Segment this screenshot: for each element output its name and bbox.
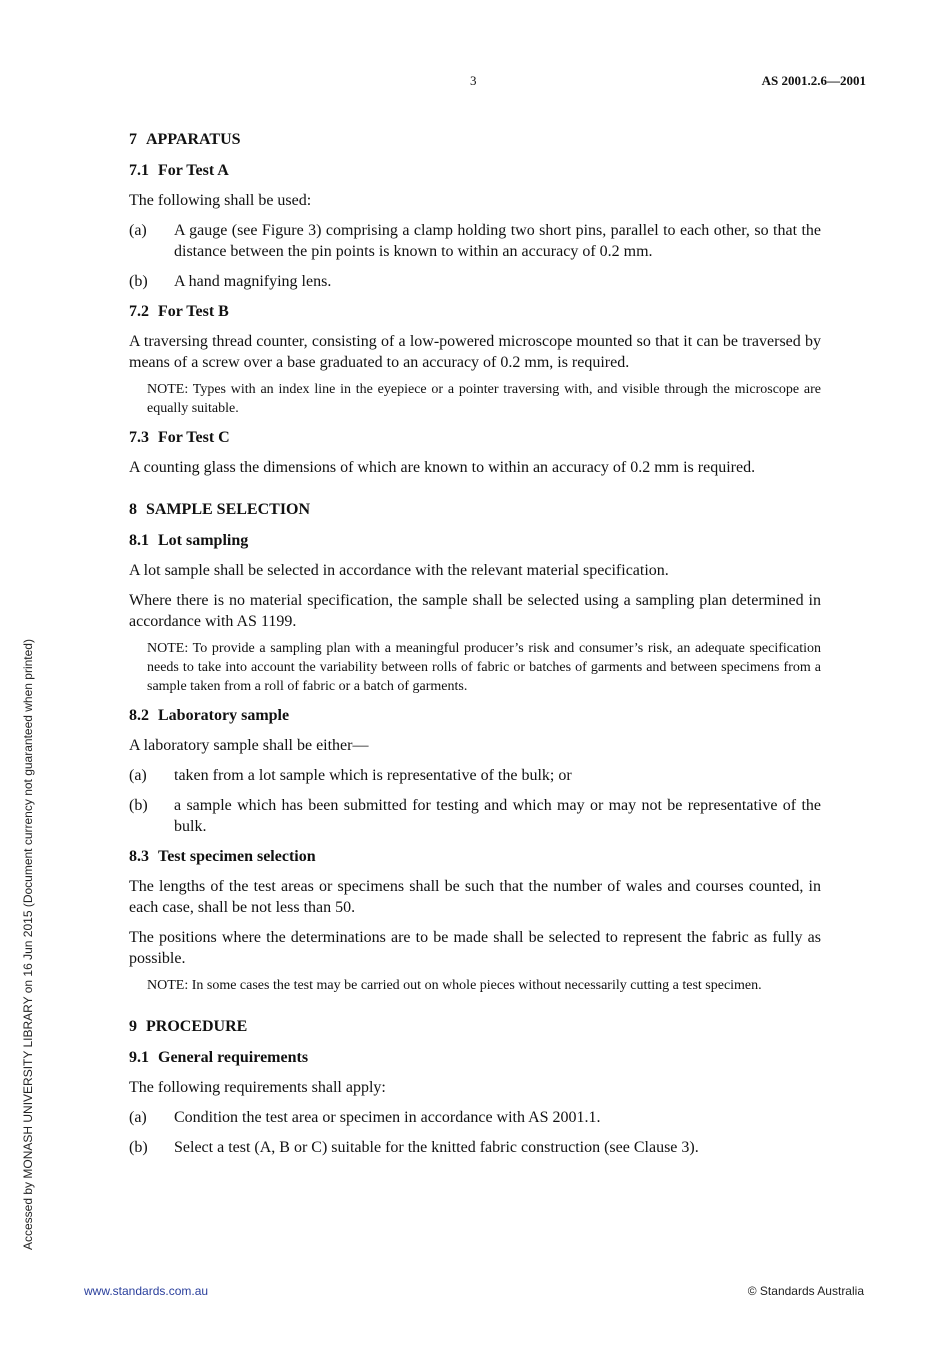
clause-number: 8.3 [129, 848, 149, 865]
clause-number: 8.1 [129, 532, 149, 549]
section-number: 9 [129, 1018, 137, 1035]
list-item [129, 1137, 821, 1158]
list-item [129, 271, 821, 292]
list-text: a sample which has been submitted for testing and which may or may not be representative of the bulk. [174, 797, 821, 835]
list-label: (a) [129, 767, 147, 784]
clause-number: 7.3 [129, 429, 149, 446]
section-title: APPARATUS [146, 131, 241, 148]
section-8-heading [129, 499, 821, 520]
note: NOTE: To provide a sampling plan with a meaningful producer’s risk and consumer’s risk, an adequate specification needs to take into account the variability between rolls of fabric or batches of garments and between specimens from a sample taken from a roll of fabric or a batch of garments. [147, 641, 821, 694]
clause-7-1-heading [129, 160, 821, 181]
clause-title: For Test B [158, 303, 229, 320]
access-watermark: Accessed by MONASH UNIVERSITY LIBRARY on 16 Jun 2015 (Document currency not guaranteed when printed) [21, 639, 35, 1250]
copyright-notice: © Standards Australia [747, 1284, 864, 1298]
list-label: (a) [129, 222, 147, 239]
list-item [129, 795, 821, 837]
section-9-heading [129, 1016, 821, 1037]
list-text: taken from a lot sample which is representative of the bulk; or [174, 767, 572, 784]
clause-number: 7.1 [129, 162, 149, 179]
section-7-heading [129, 129, 821, 150]
clause-7-3-heading [129, 427, 821, 448]
paragraph: Where there is no material specification, the sample shall be selected using a sampling plan determined in accordance with AS 1199. [129, 592, 821, 630]
clause-number: 8.2 [129, 707, 149, 724]
page-number: 3 [470, 73, 477, 88]
clause-8-1-heading [129, 530, 821, 551]
paragraph: The following shall be used: [129, 192, 312, 209]
paragraph: The following requirements shall apply: [129, 1079, 386, 1096]
clause-number: 7.2 [129, 303, 149, 320]
list-label: (b) [129, 1139, 148, 1156]
standards-website-link[interactable]: www.standards.com.au [84, 1284, 209, 1298]
section-title: PROCEDURE [146, 1018, 248, 1035]
clause-title: Test specimen selection [158, 848, 316, 865]
list-text: Select a test (A, B or C) suitable for the knitted fabric construction (see Clause 3). [174, 1139, 699, 1156]
paragraph: The positions where the determinations are to be made shall be selected to represent the fabric as fully as possible. [129, 929, 821, 967]
clause-title: Lot sampling [158, 532, 249, 549]
clause-7-2-heading [129, 301, 821, 322]
list-label: (b) [129, 797, 148, 814]
clause-9-1-heading [129, 1047, 821, 1068]
document-body [129, 129, 821, 1167]
paragraph: A counting glass the dimensions of which are known to within an accuracy of 0.2 mm is required. [129, 459, 756, 476]
paragraph: A lot sample shall be selected in accordance with the relevant material specification. [129, 562, 669, 579]
paragraph: A laboratory sample shall be either— [129, 737, 369, 754]
clause-title: General requirements [158, 1049, 309, 1066]
standard-code: AS 2001.2.6—2001 [761, 73, 866, 88]
section-number: 7 [129, 131, 137, 148]
section-title: SAMPLE SELECTION [146, 501, 311, 518]
list-item [129, 220, 821, 262]
clause-title: For Test C [158, 429, 230, 446]
clause-number: 9.1 [129, 1049, 149, 1066]
list-text: A gauge (see Figure 3) comprising a clamp holding two short pins, parallel to each other, so that the distance between the pin points is known to within an accuracy of 0.2 mm. [174, 222, 821, 260]
list-text: A hand magnifying lens. [174, 273, 332, 290]
list-item [129, 765, 821, 786]
note: NOTE: In some cases the test may be carried out on whole pieces without necessarily cutting a test specimen. [147, 978, 762, 993]
list-text: Condition the test area or specimen in accordance with AS 2001.1. [174, 1109, 601, 1126]
list-item [129, 1107, 821, 1128]
clause-8-2-heading [129, 705, 821, 726]
paragraph: A traversing thread counter, consisting of a low-powered microscope mounted so that it can be traversed by means of a screw over a base graduated to an accuracy of 0.2 mm, is required. [129, 333, 821, 371]
clause-8-3-heading [129, 846, 821, 867]
clause-title: For Test A [158, 162, 229, 179]
list-label: (a) [129, 1109, 147, 1126]
note: NOTE: Types with an index line in the eyepiece or a pointer traversing with, and visible through the microscope are equally suitable. [147, 382, 821, 416]
section-number: 8 [129, 501, 137, 518]
clause-title: Laboratory sample [158, 707, 290, 724]
list-label: (b) [129, 273, 148, 290]
paragraph: The lengths of the test areas or specimens shall be such that the number of wales and courses counted, in each case, shall be not less than 50. [129, 878, 821, 916]
